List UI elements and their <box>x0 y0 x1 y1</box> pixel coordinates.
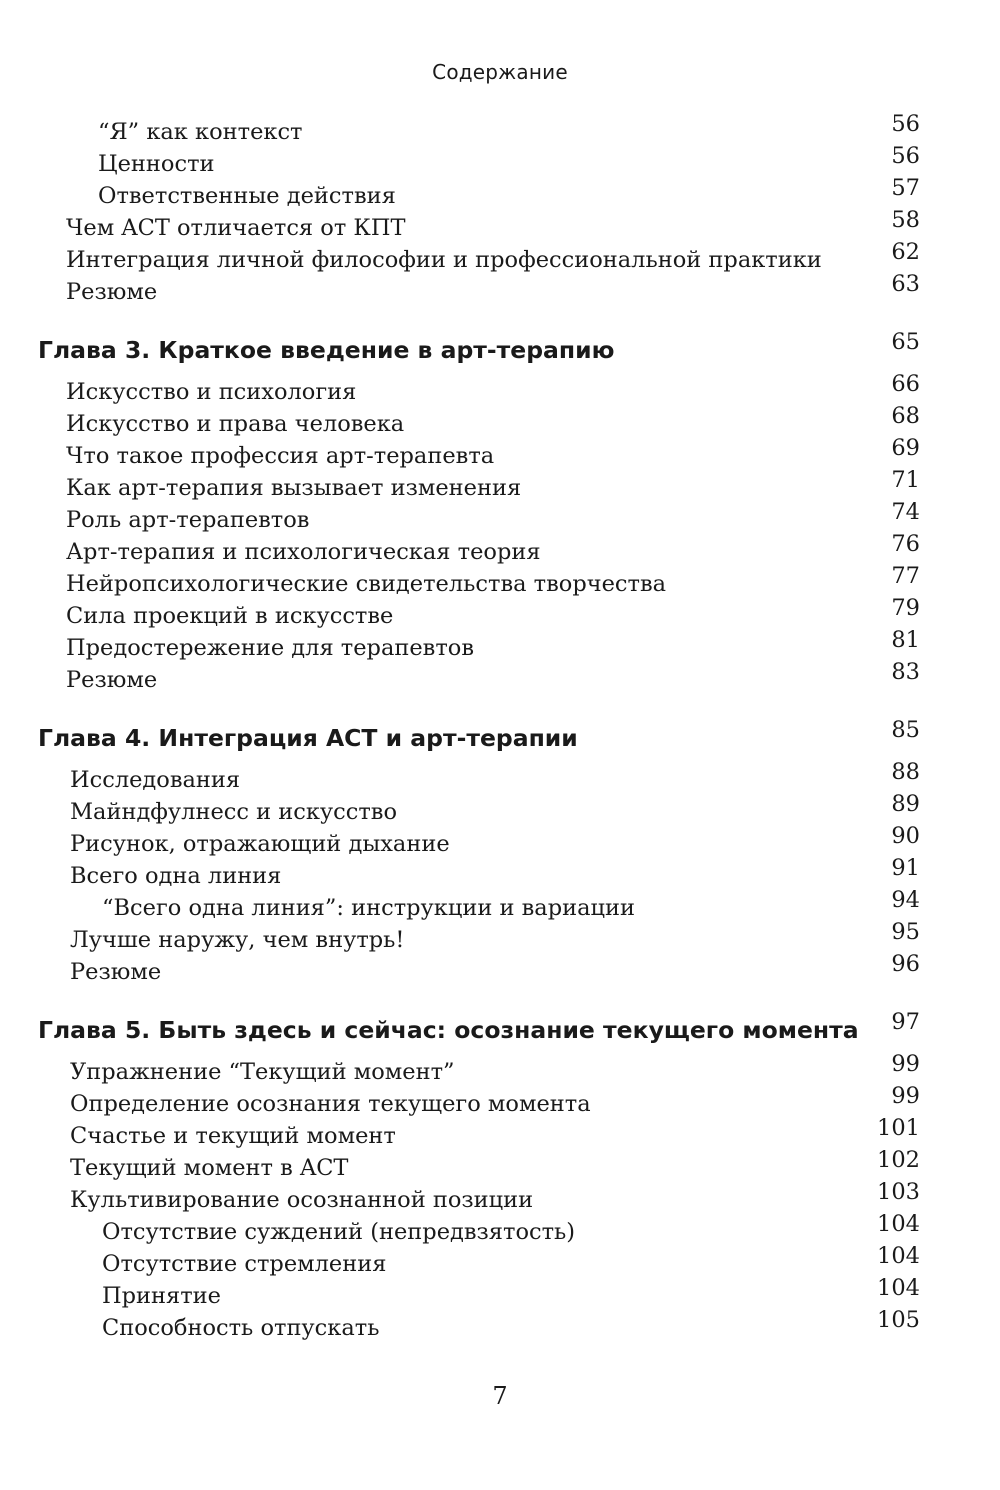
toc-entry <box>0 435 1000 472</box>
toc-entry-page: 94 <box>891 887 920 913</box>
toc-entry <box>0 1275 1000 1312</box>
toc-entry <box>0 499 1000 536</box>
toc-entry-page: 56 <box>891 143 920 169</box>
toc-entry-title: Рисунок, отражающий дыхание <box>70 831 450 857</box>
toc-entry <box>0 759 1000 796</box>
toc-entry-title: Культивирование осознанной позиции <box>70 1187 534 1213</box>
toc-entry <box>0 175 1000 212</box>
toc-entry-page: 69 <box>891 435 920 461</box>
toc-entry-title: Отсутствие суждений (непредвзятость) <box>102 1219 576 1245</box>
toc-entry-title: Чем ACT отличается от КПТ <box>66 215 406 241</box>
toc-entry-page: 102 <box>877 1147 920 1173</box>
toc-chapter-title: Глава 3. Краткое введение в арт-терапию <box>38 336 615 364</box>
toc-entry-title: Способность отпускать <box>102 1315 380 1341</box>
toc-entry-title: “Всего одна линия”: инструкции и вариации <box>102 895 635 921</box>
toc-entry <box>0 403 1000 440</box>
toc-entry-page: 71 <box>891 467 920 493</box>
toc-entry-page: 104 <box>877 1243 920 1269</box>
toc-entry-title: Искусство и психология <box>66 379 357 405</box>
toc-entry-page: 105 <box>877 1307 920 1333</box>
toc-entry-title: Счастье и текущий момент <box>70 1123 396 1149</box>
toc-entry-title: Что такое профессия арт-терапевта <box>66 443 495 469</box>
toc-entry <box>0 207 1000 244</box>
page-number: 7 <box>492 1382 508 1410</box>
toc-entry-page: 79 <box>891 595 920 621</box>
toc-entry-title: Резюме <box>70 959 162 985</box>
toc-chapter <box>0 1009 1000 1046</box>
toc-chapter-title: Глава 4. Интеграция ACT и арт-терапии <box>38 724 578 752</box>
toc-entry-title: Сила проекций в искусстве <box>66 603 394 629</box>
toc-entry <box>0 887 1000 924</box>
toc-entry-page: 66 <box>891 371 920 397</box>
toc-entry-title: Исследования <box>70 767 241 793</box>
toc-entry-page: 58 <box>891 207 920 233</box>
toc-entry-title: Резюме <box>66 279 158 305</box>
toc-entry <box>0 1115 1000 1152</box>
toc-entry-page: 101 <box>877 1115 920 1141</box>
toc-entry-title: Отсутствие стремления <box>102 1251 387 1277</box>
toc-entry <box>0 951 1000 988</box>
toc-entry-page: 103 <box>877 1179 920 1205</box>
toc-entry-page: 99 <box>891 1051 920 1077</box>
toc-entry-title: Резюме <box>66 667 158 693</box>
toc-entry <box>0 1083 1000 1120</box>
toc-entry-page: 88 <box>891 759 920 785</box>
toc-entry <box>0 563 1000 600</box>
toc-chapter <box>0 329 1000 366</box>
toc-entry-title: Арт-терапия и психологическая теория <box>66 539 541 565</box>
toc-entry-title: Лучше наружу, чем внутрь! <box>70 927 405 953</box>
toc-entry-title: Предостережение для терапевтов <box>66 635 475 661</box>
toc-entry-page: 99 <box>891 1083 920 1109</box>
toc-chapter-page: 65 <box>891 329 920 355</box>
toc-entry-title: “Я” как контекст <box>98 119 303 145</box>
toc-entry <box>0 823 1000 860</box>
toc-entry-page: 62 <box>891 239 920 265</box>
toc-chapter-page: 85 <box>891 717 920 743</box>
toc-entry <box>0 659 1000 696</box>
toc-entry-title: Определение осознания текущего момента <box>70 1091 591 1117</box>
toc-entry <box>0 919 1000 956</box>
toc-entry-page: 89 <box>891 791 920 817</box>
toc-entry-page: 91 <box>891 855 920 881</box>
toc-entry-page: 68 <box>891 403 920 429</box>
toc-entry-title: Текущий момент в ACT <box>70 1155 349 1181</box>
toc-entry-page: 56 <box>891 111 920 137</box>
toc-entry <box>0 791 1000 828</box>
toc-chapter-page: 97 <box>891 1009 920 1035</box>
toc-entry <box>0 627 1000 664</box>
page-header: Содержание <box>432 60 568 84</box>
toc-entry <box>0 1051 1000 1088</box>
toc-entry-title: Майндфулнесс и искусство <box>70 799 398 825</box>
toc-entry <box>0 1211 1000 1248</box>
toc-entry-title: Ответственные действия <box>98 183 396 209</box>
toc-entry-page: 95 <box>891 919 920 945</box>
toc-entry-page: 83 <box>891 659 920 685</box>
toc-entry <box>0 1307 1000 1344</box>
toc-entry <box>0 143 1000 180</box>
toc-chapter <box>0 717 1000 754</box>
toc-entry-title: Принятие <box>102 1283 221 1309</box>
toc-entry-page: 63 <box>891 271 920 297</box>
toc-entry <box>0 1179 1000 1216</box>
toc-entry <box>0 1243 1000 1280</box>
toc-entry <box>0 855 1000 892</box>
toc-entry <box>0 111 1000 148</box>
toc-entry-page: 74 <box>891 499 920 525</box>
toc-chapter-title: Глава 5. Быть здесь и сейчас: осознание текущего момента <box>38 1016 859 1044</box>
toc-entry-title: Упражнение “Текущий момент” <box>70 1059 455 1085</box>
toc-entry-page: 76 <box>891 531 920 557</box>
toc-entry <box>0 271 1000 308</box>
toc-entry-page: 90 <box>891 823 920 849</box>
toc-entry-page: 81 <box>891 627 920 653</box>
toc-entry-title: Ценности <box>98 151 215 177</box>
toc-entry-page: 77 <box>891 563 920 589</box>
toc-entry-page: 104 <box>877 1211 920 1237</box>
toc-entry <box>0 467 1000 504</box>
toc-entry-title: Всего одна линия <box>70 863 282 889</box>
toc-entry-title: Как арт-терапия вызывает изменения <box>66 475 522 501</box>
toc-entry <box>0 595 1000 632</box>
toc-entry-title: Искусство и права человека <box>66 411 405 437</box>
toc-entry-page: 96 <box>891 951 920 977</box>
toc-entry <box>0 239 1000 276</box>
toc-entry-page: 104 <box>877 1275 920 1301</box>
toc-entry-title: Нейропсихологические свидетельства творчества <box>66 571 667 597</box>
toc-entry <box>0 531 1000 568</box>
toc-entry-title: Роль арт-терапевтов <box>66 507 310 533</box>
toc-entry-title: Интеграция личной философии и профессиональной практики <box>66 247 822 273</box>
toc-entry <box>0 371 1000 408</box>
toc-entry <box>0 1147 1000 1184</box>
toc-entry-page: 57 <box>891 175 920 201</box>
